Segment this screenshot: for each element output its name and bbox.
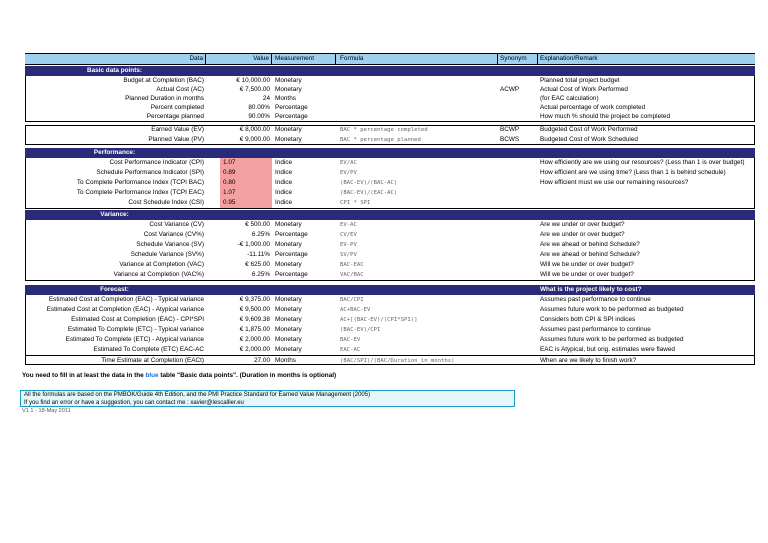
cell-value: 0.80: [220, 178, 272, 188]
table-row: [25, 125, 755, 135]
row-label: Cost Performance Indicator (CPI): [109, 159, 204, 166]
note-text-blue: blue: [145, 372, 159, 379]
table-row: [25, 168, 755, 178]
cell-explanation: Assumes future work to be performed as budgeted: [540, 306, 684, 313]
info-line-2[interactable]: If you find an error or have a suggestion, you can contact me : xavier@lescallier.eu: [24, 400, 244, 406]
table-row: [25, 325, 755, 335]
cell-value: € 2,000.00: [239, 346, 270, 353]
cell-measurement: Indice: [275, 169, 293, 176]
table-row: [25, 230, 755, 240]
table-row: [25, 240, 755, 250]
row-label: Estimated To Complete (ETC) EAC-AC: [93, 346, 204, 353]
cell-explanation: Are we ahead or behind Schedule?: [540, 241, 640, 248]
cell-value: € 1,875.00: [239, 326, 270, 333]
cell-measurement: Percentage: [275, 104, 308, 111]
cell-measurement: Indice: [275, 159, 293, 166]
cell-formula: (BAC/SPI)/(BAC/Duration_in_months): [340, 358, 455, 364]
row-label: To Complete Performance Index (TCPI EAC): [76, 189, 204, 196]
cell-formula: EV-PV: [340, 242, 357, 248]
cell-formula: EV-AC: [340, 222, 357, 228]
cell-value[interactable]: 90.00%: [248, 113, 270, 120]
row-label: Schedule Variance (SV): [136, 241, 204, 248]
cell-value: 6.25%: [251, 231, 270, 238]
cell-formula: BAC * percentage completed: [340, 127, 428, 133]
cell-value: 1.07: [220, 158, 272, 168]
cell-explanation: Are we under or over budget?: [540, 221, 625, 228]
instruction-note: [22, 372, 336, 379]
cell-measurement: Percentage: [275, 251, 308, 258]
cell-value[interactable]: 80.00%: [248, 104, 270, 111]
cell-measurement: Months: [275, 95, 296, 102]
cell-explanation: Will we be under or over budget?: [540, 271, 634, 278]
row-label: Estimated Cost at Completion (EAC) - Atypical variance: [46, 306, 204, 313]
cell-explanation: Budgeted Cost of Work Scheduled: [540, 136, 638, 143]
cell-measurement: Monetary: [275, 296, 302, 303]
cell-measurement: Monetary: [275, 326, 302, 333]
performance-section-title: Performance:: [93, 149, 136, 156]
cell-formula: CV/EV: [340, 232, 357, 238]
table-row: [25, 220, 755, 230]
cell-synonym: [498, 112, 538, 122]
table-row: [25, 250, 755, 260]
row-label: Cost Schedule Index (CSI): [128, 199, 204, 206]
table-row: [25, 270, 755, 280]
table-row: [25, 178, 755, 188]
table-row: [25, 135, 755, 145]
cell-value: € 9,000.00: [239, 136, 270, 143]
variance-section-header: [25, 210, 755, 220]
cell-measurement: Monetary: [275, 306, 302, 313]
cell-measurement: Monetary: [275, 86, 302, 93]
cell-formula: (BAC-EV)/(EAC-AC): [340, 190, 398, 196]
cell-value: 1.07: [220, 188, 272, 198]
table-row: [25, 158, 755, 168]
header-explanation[interactable]: Explanation/Remark: [540, 55, 598, 62]
cell-formula: (BAC-EV)/(BAC-AC): [340, 180, 398, 186]
table-row: [25, 305, 755, 315]
table-row: [25, 198, 755, 208]
cell-formula: VAC/BAC: [340, 272, 364, 278]
table-row: [25, 335, 755, 345]
header-formula[interactable]: Formula: [336, 54, 498, 64]
cell-value: 6.25%: [251, 271, 270, 278]
cell-value: € 2,000.00: [239, 336, 270, 343]
basic-section-header: [25, 66, 755, 76]
cell-explanation: When are we likely to finish work?: [540, 357, 637, 364]
table-row: [25, 260, 755, 270]
cell-synonym: BCWP: [500, 126, 520, 133]
cell-synonym: ACWP: [500, 86, 520, 93]
row-label: Estimated To Complete (ETC) - Atypical variance: [65, 336, 204, 343]
cell-explanation: Are we under or over budget?: [540, 231, 625, 238]
info-line-1: All the formulas are based on the PMBOK/Guide 4th Edition, and the PMI Practice Standard for Earned Value Management (2005): [24, 392, 371, 398]
cell-explanation: Considers both CPI & SPI indices: [540, 316, 636, 323]
cell-measurement: Months: [275, 357, 296, 364]
cell-value[interactable]: € 7,500.00: [239, 86, 270, 93]
row-label: To Complete Performance Index (TCPI BAC): [76, 179, 204, 186]
cell-measurement: Indice: [275, 179, 293, 186]
cell-formula: EV/AC: [340, 160, 357, 166]
cell-measurement: Indice: [275, 199, 293, 206]
cell-explanation: Budgeted Cost of Work Performed: [540, 126, 638, 133]
basic-section-title: Basic data points:: [86, 67, 143, 74]
cell-formula: BAC-EAC: [340, 262, 364, 268]
cell-value: 0.95: [220, 198, 272, 208]
cell-formula: AC+[(BAC-EV)/(CPI*SPI)]: [340, 317, 418, 323]
cell-formula: EV/PV: [340, 170, 357, 176]
cell-formula: EAC-AC: [340, 347, 361, 353]
cell-explanation: Planned total project budget: [540, 77, 620, 84]
row-label: Schedule Variance (SV%): [130, 251, 204, 258]
cell-explanation: (for EAC calculation): [540, 95, 599, 102]
table-row: [25, 315, 755, 325]
cell-measurement: Monetary: [275, 346, 302, 353]
table-row: [25, 355, 755, 366]
row-label: Actual Cost (AC): [156, 86, 204, 93]
cell-value: € 8,000.00: [239, 126, 270, 133]
header-measurement[interactable]: Measurement: [272, 54, 336, 64]
cell-formula: BAC-EV: [340, 337, 361, 343]
version-label: V1.1 - 18-May 2011: [22, 408, 71, 414]
cell-measurement: Percentage: [275, 231, 308, 238]
row-label: Percentage planned: [146, 113, 204, 120]
header-synonym[interactable]: Synonym: [498, 54, 538, 64]
row-label: Schedule Performance Indicator (SPI): [96, 169, 204, 176]
row-label: Time Estimate at Completion (EACt): [101, 357, 204, 364]
cell-measurement: Monetary: [275, 261, 302, 268]
table-row: [25, 295, 755, 305]
row-label: Estimated To Complete (ETC) - Typical variance: [67, 326, 204, 333]
header-data[interactable]: Data: [25, 54, 206, 64]
cell-value: -11.11%: [247, 251, 270, 258]
row-label: Earned Value (EV): [151, 126, 204, 133]
row-label: Percent completed: [150, 104, 204, 111]
cell-formula: BAC * percentage planned: [340, 137, 421, 143]
row-label: Variance at Completion (VAC): [119, 261, 204, 268]
cell-value: 27.00: [254, 357, 270, 364]
header-row: [25, 53, 755, 65]
cell-formula: CPI * SPI: [340, 200, 371, 206]
cell-formula: BAC/CPI: [340, 297, 364, 303]
cell-measurement: Monetary: [275, 241, 302, 248]
row-label: Planned Duration in months: [125, 95, 204, 102]
cell-measurement: Percentage: [275, 271, 308, 278]
cell-measurement: Monetary: [275, 316, 302, 323]
cell-explanation: Are we ahead or behind Schedule?: [540, 251, 640, 258]
cell-value: -€ 1,000.00: [237, 241, 270, 248]
cell-formula: AC+BAC-EV: [340, 307, 371, 313]
forecast-section-header: [25, 285, 755, 295]
cell-measurement: Monetary: [275, 77, 302, 84]
cell-measurement: Percentage: [275, 113, 308, 120]
cell-value: € 625.00: [245, 261, 270, 268]
row-label: Cost Variance (CV): [149, 221, 204, 228]
cell-synonym: BCWS: [500, 136, 520, 143]
row-label: Variance at Completion (VAC%): [113, 271, 204, 278]
cell-value: € 9,500.00: [239, 306, 270, 313]
forecast-section-title: Forecast:: [100, 286, 129, 293]
cell-value: € 9,375.00: [239, 296, 270, 303]
cell-value: € 500.00: [245, 221, 270, 228]
cell-explanation: EAC is Atypical, but orig. estimates were flawed: [540, 346, 675, 353]
header-value[interactable]: Value: [206, 54, 272, 64]
cell-value: 0.89: [220, 168, 272, 178]
performance-section-header: [25, 148, 755, 158]
cell-explanation: Actual percentage of work completed: [540, 104, 646, 111]
cell-formula: (BAC-EV)/CPI: [340, 327, 381, 333]
cell-explanation: How much % should the project be completed: [540, 113, 671, 120]
row-label: Estimated Cost at Completion (EAC) - CPI*SPI: [71, 316, 204, 323]
cell-value[interactable]: € 10,000.00: [236, 77, 270, 84]
cell-explanation: Actual Cost of Work Performed: [540, 86, 628, 93]
row-label: Cost Variance (CV%): [143, 231, 204, 238]
cell-explanation: How efficient must we use our remaining resources?: [540, 179, 689, 186]
table-row: [25, 112, 755, 122]
forecast-section-subtitle: What is the project likely to cost?: [540, 286, 642, 293]
row-label: Planned Value (PV): [148, 136, 204, 143]
cell-measurement: Monetary: [275, 136, 302, 143]
table-row: [25, 188, 755, 198]
cell-explanation: Assumes past performance to continue: [540, 296, 651, 303]
row-label: Budget at Completion (BAC): [123, 77, 204, 84]
cell-explanation: How efficiently are we using our resources? (Less than 1 is over budget): [540, 159, 745, 166]
variance-section-title: Variance:: [100, 211, 129, 218]
cell-measurement: Monetary: [275, 221, 302, 228]
cell-measurement: Monetary: [275, 336, 302, 343]
cell-explanation: How efficient are we using time? (Less than 1 is behind schedule): [540, 169, 726, 176]
cell-explanation: Assumes past performance to continue: [540, 326, 651, 333]
table-row: [25, 345, 755, 355]
cell-formula: SV/PV: [340, 252, 357, 258]
row-label: Estimated Cost at Completion (EAC) - Typical variance: [48, 296, 204, 303]
cell-measurement: Monetary: [275, 126, 302, 133]
cell-value[interactable]: 24: [262, 95, 270, 102]
info-box: [20, 390, 515, 407]
cell-value: € 9,609.38: [239, 316, 270, 323]
note-text-pre: You need to fill in at least the data in the: [22, 372, 146, 379]
cell-explanation: Assumes future work to be performed as budgeted: [540, 336, 684, 343]
cell-measurement: Indice: [275, 189, 293, 196]
cell-explanation: Will we be under or over budget?: [540, 261, 634, 268]
note-text-post: table "Basic data points". (Duration in months is optional): [158, 372, 337, 379]
